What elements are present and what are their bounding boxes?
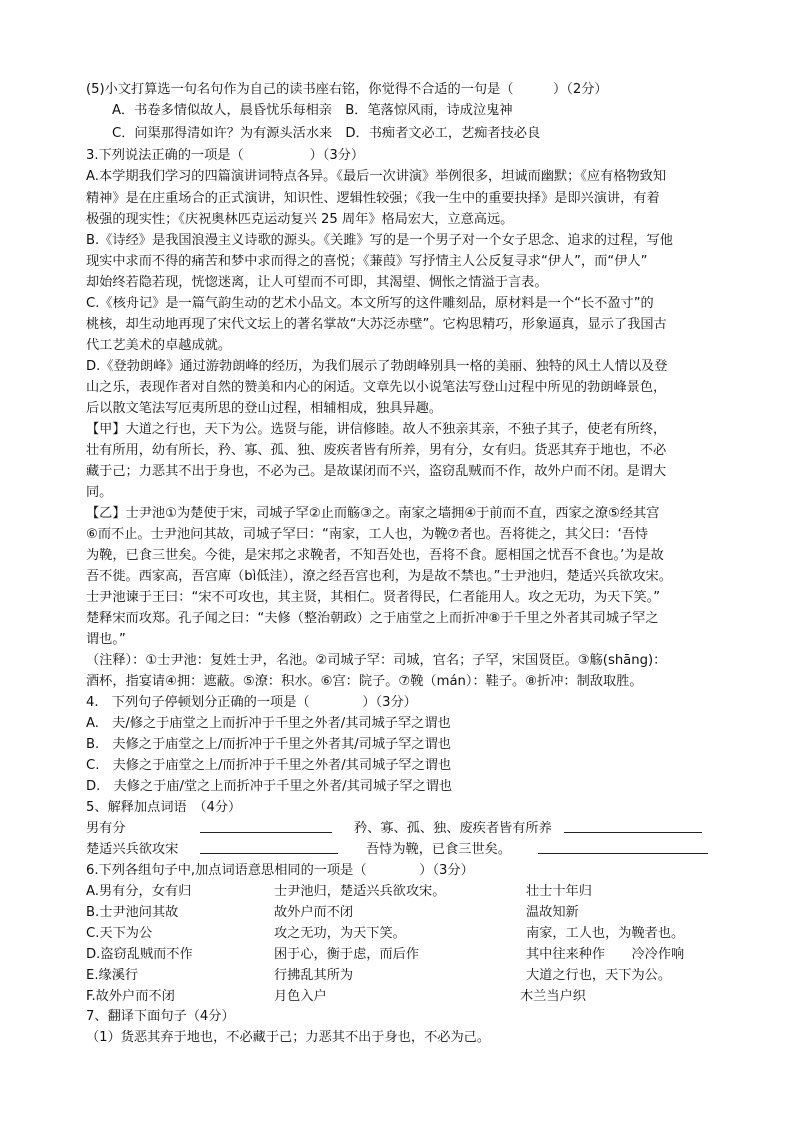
notes-line: （注释）：①士尹池：复姓士尹，名池。②司城子罕：司城，官名；子罕，宋国贤臣。③觞(shāng)： [86, 653, 667, 668]
q5b-item: 矜、寡、孤、独、废疾者皆有所养 [354, 821, 552, 836]
notes-line: 酒杯，指宴请④拥：遮蔽。⑤潦：积水。⑥宫：院子。⑦鞔（mán）：鞋子。⑧折冲：制敌取胜。 [86, 674, 643, 689]
q6-row-col3: 大道之行也，天下为公。 [526, 968, 672, 983]
q5b-item: 吾恃为鞔，已食三世矣。 [366, 842, 512, 857]
q6-row-col3: 木兰当户织 [520, 989, 586, 1004]
q4-header: 4. 下列句子停顿划分正确的一项是（ ）（3分） [86, 695, 417, 710]
answer-blank[interactable] [200, 839, 338, 860]
q7-header: 7、翻译下面句子（4分） [86, 1009, 235, 1024]
q3-line: 山之乐，表现作者对自然的赞美和内心的闲适。文章先以小说笔法写登山过程中所见的勃朗峰景色， [86, 380, 667, 395]
q6-header: 6.下列各组句子中,加点词语意思相同的一项是（ ）（3分） [86, 863, 474, 878]
answer-blank[interactable] [538, 839, 708, 860]
q6-row-col1: A.男有分，女有归 [86, 884, 192, 899]
q4-option-a: A. 夫/修之于庙堂之上而折冲于千里之外者/其司城子罕之谓也 [86, 716, 451, 731]
q3-line: B.《诗经》是我国浪漫主义诗歌的源头。《关雎》写的是一个男子对一个女子思念、追求的过程，写他 [86, 233, 673, 248]
q7-item-1: （1）货恶其弃于地也，不必藏于己；力恶其不出于身也，不必为己。 [86, 1030, 491, 1045]
q3-line: 极强的现实性；《庆祝奥林匹克运动复兴 25 周年》格局宏大，立意高远。 [86, 212, 514, 227]
passage-yi-line: 士尹池谏于王曰：“宋不可攻也，其主贤，其相仁。贤者得民，仁者能用人。攻之无功，为天下笑。” [86, 590, 661, 605]
q6-row-col1: C.天下为公 [86, 926, 153, 941]
q3-header: 3.下列说法正确的一项是（ ）（3分） [86, 148, 365, 163]
q5b-item: 楚适兴兵欲攻宋 [86, 842, 179, 857]
passage-jia-line: 壮有所用，幼有所长，矜、寡、孤、独、废疾者皆有所养，男有分，女有归。货恶其弃于地也，不必 [86, 443, 667, 458]
q6-row-col3: 壮士十年归 [526, 884, 592, 899]
q6-row-col2: 困于心，衡于虑，而后作 [274, 947, 420, 962]
q6-row-col1: F.故外户而不闭 [86, 989, 175, 1004]
q6-row-col2: 士尹池归，楚适兴兵欲攻宋。 [274, 884, 446, 899]
q6-row-col2: 月色入户 [274, 989, 327, 1004]
q5-option-ab: A．书卷多情似故人，晨昏忧乐每相亲 B．笔落惊风雨，诗成泣鬼神 [112, 103, 513, 118]
passage-yi-line: 谓也。” [86, 632, 126, 647]
q3-line: 精神》是在庄重场合的正式演讲，知识性、逻辑性较强；《我一生中的重要抉择》是即兴演讲，有着 [86, 191, 660, 206]
passage-yi-line: 楚释宋而攻郑。孔子闻之曰：“夫修（整治朝政）之于庙堂之上而折冲⑧于千里之外者其司城子罕之 [86, 611, 659, 626]
passage-yi-line: 【乙】士尹池①为楚使于宋，司城子罕②止而觞③之。南家之墙拥④于前而不直，西家之潦⑤经其宫 [86, 506, 660, 521]
q3-line: 桃核，却生动地再现了宋代文坛上的著名掌故“大苏泛赤壁”。它构思精巧，形象逼真，显示了我国古 [86, 317, 667, 332]
q3-line: A.本学期我们学习的四篇演讲词特点各异。《最后一次讲演》举例很多，坦诚而幽默；《应有格物致知 [86, 169, 667, 184]
answer-blank[interactable] [200, 818, 332, 839]
q4-option-c: C. 夫修之于庙堂之上/而折冲于千里之外者/其司城子罕之谓也 [86, 758, 452, 773]
q5b-item: 男有分 [86, 821, 126, 836]
passage-yi-line: 为鞔，已食三世矣。今徙，是宋邦之求鞔者，不知吾处也，吾将不食。愿相国之忧吾不食也。’为是故 [86, 548, 664, 563]
q4-option-d: D. 夫修之于庙/堂之上而折冲于千里之外者/其司城子罕之谓也 [86, 779, 453, 794]
q6-row-col3: 温故知新 [526, 905, 579, 920]
q6-row-col1: D.盗窃乱贼而不作 [86, 947, 193, 962]
q6-row-col2: 故外户而不闭 [274, 905, 354, 920]
q6-row-col2: 攻之无功，为天下笑。 [274, 926, 406, 941]
q3-line: C.《核舟记》是一篇气韵生动的艺术小品文。本文所写的这件雕刻品，原材料是一个“长不盈寸”的 [86, 296, 654, 311]
q3-line: D.《登勃朗峰》通过游勃朗峰的经历，为我们展示了勃朗峰别具一格的美丽、独特的风土人情以及登 [86, 359, 668, 374]
q4-option-b: B. 夫修之于庙堂之上/而折冲于千里之外者其/司城子罕之谓也 [86, 737, 451, 752]
q6-row-col1: B.士尹池问其故 [86, 905, 179, 920]
answer-blank[interactable] [564, 818, 702, 839]
q5-option-cd: C．问渠那得清如许？为有源头活水来 D．书痴者文必工，艺痴者技必良 [112, 126, 541, 141]
q3-line: 后以散文笔法写厄夷所思的登山过程，相辅相成，独具异趣。 [86, 401, 443, 416]
q6-row-col3: 南家，工人也，为鞔者也。 [526, 926, 685, 941]
q5b-header: 5、解释加点词语 （4分） [86, 800, 242, 815]
q3-line: 却始终若隐若现，恍惚迷离，让人可望而不可即，其渴望、惆怅之情溢于言表。 [86, 275, 548, 290]
q5-header: (5)小文打算选一句名句作为自己的读书座右铭，你觉得不合适的一句是（ ）（2分） [86, 82, 608, 97]
passage-jia-line: 藏于己；力恶其不出于身也，不必为己。是故谋闭而不兴，盗窃乱贼而不作，故外户而不闭。是谓大 [86, 464, 667, 479]
q6-row-col3: 其中往来种作 冷冷作响 [526, 947, 685, 962]
passage-jia-line: 同。 [86, 485, 113, 500]
q6-row-col1: E.缘溪行 [86, 968, 139, 983]
q3-line: 代工艺美术的卓越成就。 [86, 338, 232, 353]
passage-yi-line: ⑥而不止。士尹池问其故，司城子罕曰：“南家，工人也，为鞔⑦者也。吾将徙之，其父曰：‘吾恃 [86, 527, 649, 542]
passage-yi-line: 吾不徙。西家高，吾宫庳（bì低洼），潦之经吾宫也利，为是故不禁也。”士尹池归，楚适兴兵欲攻宋。 [86, 569, 672, 584]
q6-row-col2: 行拂乱其所为 [274, 968, 354, 983]
q3-line: 现实中求而不得的痛苦和梦中求而得之的喜悦；《蒹葭》写抒情主人公反复寻求“伊人”，而“伊人” [86, 254, 648, 269]
passage-jia-line: 【甲】大道之行也，天下为公。选贤与能，讲信修睦。故人不独亲其亲，不独子其子，使老有所终， [86, 422, 667, 437]
